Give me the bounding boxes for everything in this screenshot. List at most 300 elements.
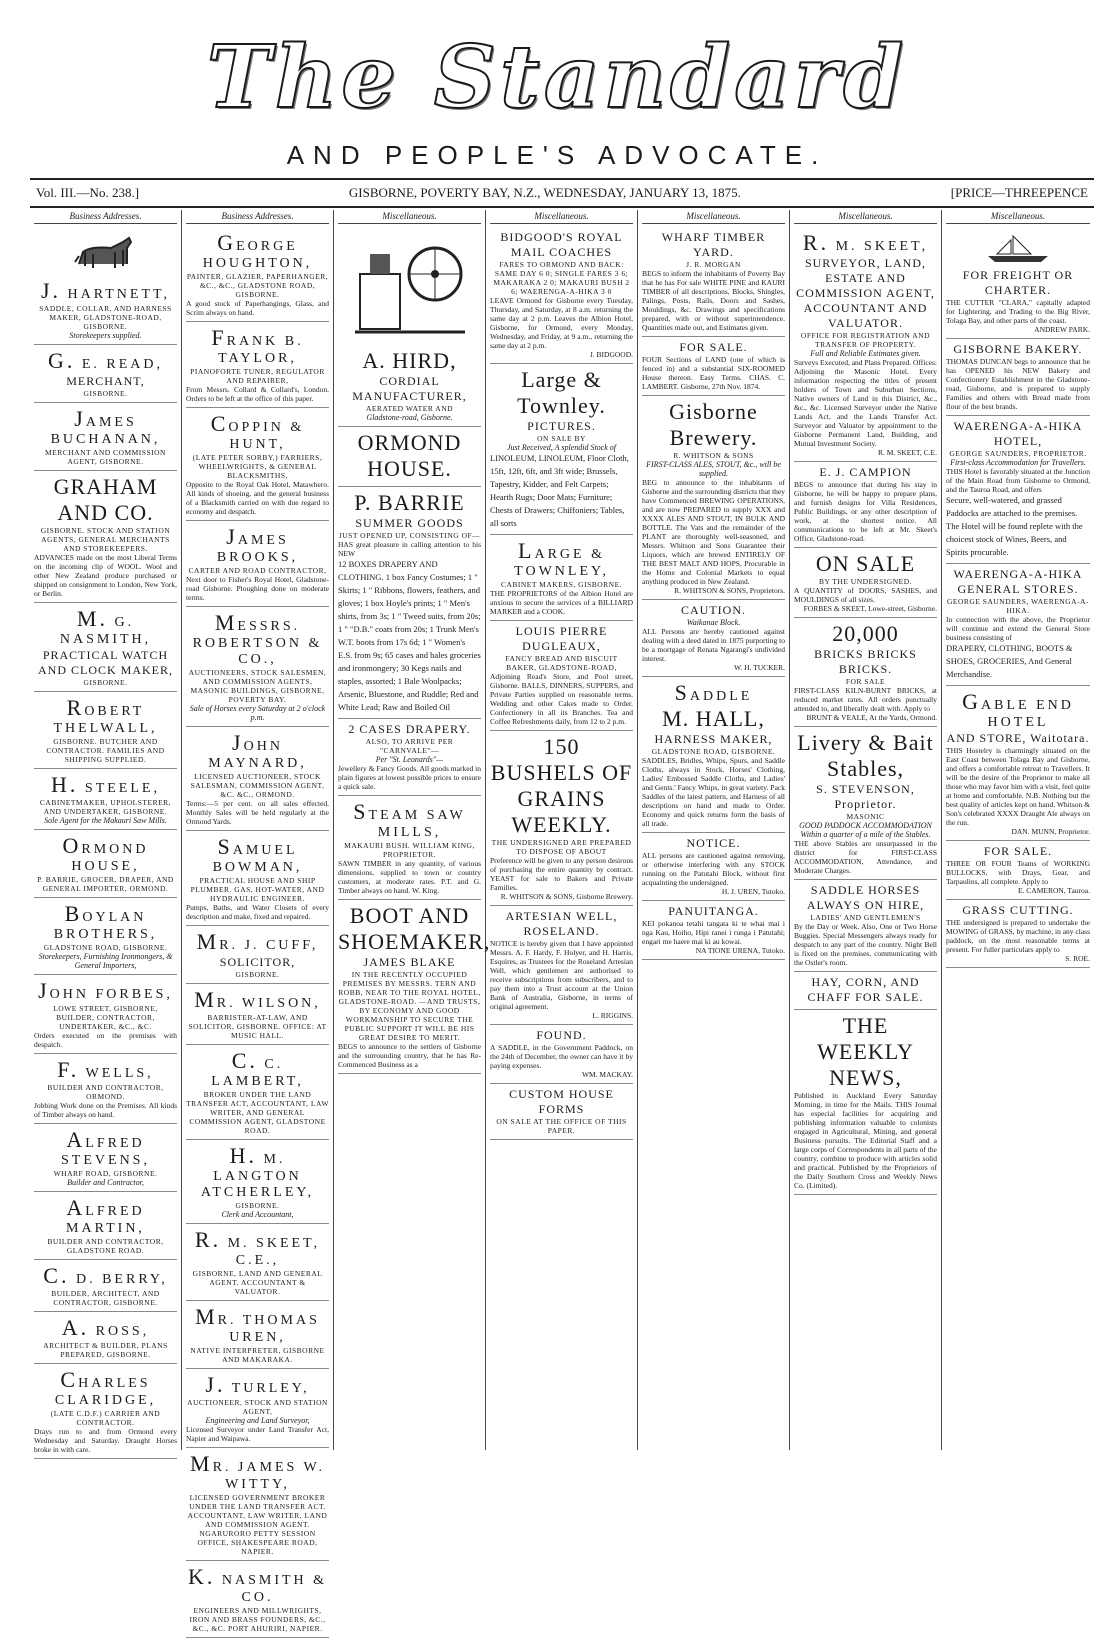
ad-big-text: JOHN FORBES,: [38, 978, 173, 1003]
advertisement: [490, 227, 633, 364]
ad-sm-text: BUILDER AND CONTRACTOR, ORMOND.: [47, 1083, 164, 1101]
column-7: [942, 210, 1094, 1450]
ad-sm-text: AUCTIONEERS, STOCK SALESMEN, AND COMMISSION AGENTS, MASONIC BUILDINGS, GISBORNE, POVERTY BAY.: [188, 668, 327, 704]
ad-sm-text: R. WHITSON & SONS: [673, 451, 754, 460]
ad-mid-text: WHARF TIMBER YARD.: [661, 230, 766, 259]
ad-r-text: R. M. SKEET, C.E.: [877, 448, 937, 457]
ad-mid-text: HAY, CORN, AND CHAFF FOR SALE.: [807, 975, 924, 1004]
advertisement: [34, 830, 177, 898]
ad-big-text: SADDLE: [674, 680, 753, 705]
ad-huge-text: ON SALE: [815, 551, 916, 576]
advertisement: [338, 227, 481, 427]
column-5: [638, 210, 790, 1450]
advertisement: [186, 1301, 329, 1369]
ad-mid-text: BIDGOOD'S ROYAL MAIL COACHES: [500, 230, 623, 259]
ad-it-text: Storekeepers, Furnishing Ironmongers, & General Importers,: [38, 952, 173, 970]
ad-sm-text: GISBORNE.: [235, 1201, 280, 1210]
ad-r-text: FORBES & SKEET, Lowe-street, Gisborne.: [803, 604, 937, 613]
ad-big-text: G. E. READ,: [47, 348, 164, 373]
ad-sm-text: (LATE C.D.F.) CARRIER AND CONTRACTOR.: [50, 1409, 161, 1427]
ad-sm-text: BUILDER AND CONTRACTOR, GLADSTONE ROAD.: [47, 1237, 164, 1255]
ad-body-text: Adjoining Read's Store, and Pool street, Gisborne. BALLS, DINNERS, SUPPERS, and Private Parties supplied on reasonable terms. Wedding and other Cakes made to Order. Confectionery in all its Branches. Tea and Coffee Refreshments daily, from 12 to 2 p.m.: [490, 672, 633, 726]
ad-sm-text: CABINETMAKER, UPHOLSTERER, AND UNDERTAKER, GISBORNE.: [39, 798, 172, 816]
ad-it-text: FIRST-CLASS ALES, STOUT, &c., will be supplied.: [646, 460, 781, 478]
advertisement: [946, 900, 1090, 968]
ad-big-text: SAMUEL BOWMAN,: [212, 834, 303, 875]
ad-sm-text: FARES TO ORMOND AND BACK: SAME DAY 6 0; SINGLE FARES 3 6; MAKARAKA 2 0; MAKAURI BUSH 2 6; WAERENGA-A-HIKA 3 0: [493, 260, 630, 296]
ad-sm-text: BY THE UNDERSIGNED.: [818, 577, 913, 586]
ad-mid-text: PRACTICAL WATCH AND CLOCK MAKER,: [37, 648, 173, 677]
ad-big-text: GEORGE HOUGHTON,: [202, 230, 313, 271]
advertisement: [794, 548, 937, 618]
ad-sm-text: AERATED WATER AND: [365, 404, 454, 413]
advertisement: [34, 471, 177, 603]
advertisement: [642, 677, 785, 833]
ad-sm-text: LOWE STREET, GISBORNE, BUILDER, CONTRACTOR, UNDERTAKER, &C., &C.: [53, 1004, 158, 1031]
ad-body-text: A good stock of Paperhangings, Glass, and Scrim always on hand.: [186, 299, 329, 317]
advertisement: [186, 926, 329, 984]
ad-sm-text: LICENSED GOVERNMENT BROKER UNDER THE LAND TRANSFER ACT. ACCOUNTANT, LAW WRITER, LAND AND COMMISSION AGENT. NGARURORO PETTY SESSION OFFICE, SHAKESPEARE ROAD, NAPIER.: [187, 1493, 328, 1556]
ad-sm-text: MASONIC: [846, 812, 885, 821]
ad-body-text: Terms:—5 per cent. on all sales effected. Monthly Sales will be held regularly at the Ormond Yards.: [186, 799, 329, 826]
ad-mid-text: CUSTOM HOUSE FORMS: [509, 1087, 614, 1116]
ad-big-text: H. M. LANGTON ATCHERLEY,: [200, 1143, 315, 1200]
ad-sm-text: AUCTIONEER, STOCK AND STATION AGENT,: [187, 1398, 328, 1416]
ad-mid-text: PANUITANGA.: [668, 904, 759, 918]
advertisement: [490, 1025, 633, 1084]
advertisement: [794, 880, 937, 972]
ad-big-text: ROBERT THELWALL,: [53, 695, 158, 736]
ad-body-text: Jobbing Work done on the Premises. All kinds of Timber always on hand.: [34, 1101, 177, 1119]
advertisement: [490, 535, 633, 621]
advertisement: [34, 1124, 177, 1192]
ad-it-text: Gladstone-road, Gisborne.: [366, 413, 453, 422]
ad-mid-text: FOR FREIGHT OR CHARTER.: [962, 268, 1074, 297]
advertisement: [642, 227, 785, 337]
ad-sm-text: PRACTICAL HOUSE AND SHIP PLUMBER. GAS, HOT-WATER, AND HYDRAULIC ENGINEER.: [190, 876, 325, 903]
ad-big-text: H. STEELE,: [51, 772, 160, 797]
advertisement: [186, 727, 329, 831]
advertisement: [34, 345, 177, 403]
advertisement: [186, 1561, 329, 1638]
advertisement: [34, 769, 177, 830]
ad-it-text: Storekeepers supplied.: [69, 331, 142, 340]
ad-r-text: H. J. UREN, Tutoko.: [721, 887, 785, 896]
ad-body-text: BEGS to inform the inhabitants of Poverty Bay that he has For sale WHITE PINE and KAURI TIMBER of all descriptions, Blocks, Shingles, Palings, Posts, Rails, Doors and Sashes, Mouldings, &c. Drawings and specifications prepared, with or without superintendence. Quantities made out, and Estimates given.: [642, 269, 785, 332]
ad-body-text: THE PROPRIETORS of the Albion Hotel are anxious to secure the services of a BILLIARD MARKER and a COOK.: [490, 589, 633, 616]
ad-body-text: BEGS to announce that during his stay in Gisborne, he will be happy to prepare plans, and furnish designs for Villa Residences, Public Buildings, or any other description of work, at the shortest notice. All communications to be left at Mr. Skeet's Office, Gladstone-road.: [794, 480, 937, 543]
ad-body-text: HAS great pleasure in calling attention to his NEW: [338, 540, 481, 558]
ad-huge-text: Large & Townley.: [517, 367, 606, 418]
ad-huge-text: Livery & Bait Stables,: [797, 730, 934, 781]
ad-big-text: JAMES BUCHANAN,: [50, 406, 161, 447]
newspaper-subtitle: AND PEOPLE'S ADVOCATE.: [286, 140, 828, 170]
advertisement: [34, 1364, 177, 1459]
ad-body-text: Licensed Surveyor under Land Transfer Act, Napier and Waipawa.: [186, 1425, 329, 1443]
ad-sm-text: BUILDER, ARCHITECT, AND CONTRACTOR, GISBORNE.: [51, 1289, 160, 1307]
ad-lst-text: LINOLEUM, LINOLEUM, Floor Cloth, 15ft, 12ft, 6ft, and 3ft wide; Brussels, Tapestry, Kidder, and Felt Carpets; Hearth Rugs; Door Mats; Furniture; Chests of Drawers; Chiffoniers; Tables, all sorts: [490, 453, 629, 528]
ad-body-text: Orders executed on the premises with despatch.: [34, 1031, 177, 1049]
ad-r-text: S. ROE.: [1065, 954, 1090, 963]
advertisement: [946, 227, 1090, 339]
ad-mid-text: LOUIS PIERRE DUGLEAUX,: [515, 624, 608, 653]
advertisement: [186, 227, 329, 322]
advertisement: [794, 462, 937, 548]
advertisement: [490, 906, 633, 1025]
advertisement: [642, 337, 785, 396]
ad-mid-text: MERCHANT,: [66, 374, 145, 388]
advertisement: [34, 692, 177, 769]
ad-sm-text: PIANOFORTE TUNER, REGULATOR AND REPAIRER,: [190, 367, 325, 385]
advertisement: [338, 796, 481, 900]
ad-big-text: LARGE & TOWNLEY,: [514, 538, 609, 579]
column-6: [790, 210, 942, 1450]
ad-huge-text: GRAHAM AND CO.: [53, 474, 158, 525]
columns: [30, 210, 1100, 1633]
advertisement: [34, 898, 177, 975]
ad-body-text: ALL Persons are hereby cautioned against dealing with a deed dated in 1875 purporting to be a mortgage of Renata Ngarangi's undivided interest.: [642, 627, 785, 663]
ad-it-text: Per "St. Leonards"—: [375, 755, 444, 764]
ad-huge-text: THE WEEKLY NEWS,: [817, 1013, 914, 1090]
ad-sm-text: GISBORNE.: [83, 678, 128, 687]
ad-body-text: Preference will be given to any person desirous of purchasing the entire quantity by contract. YEAST for sale to Bakers and Private Families.: [490, 856, 633, 892]
advertisement: [642, 396, 785, 600]
advertisement: [186, 408, 329, 521]
advertisement: [490, 1084, 633, 1140]
ad-huge-text: ORMOND HOUSE.: [357, 430, 462, 481]
ad-body-text: A SADDLE, in the Government Paddock, on the 24th of December, the owner can have it by paying expenses.: [490, 1043, 633, 1070]
ship-illustration-icon: [983, 234, 1053, 264]
ad-body-text: ADVANCES made on the most Liberal Terms on the incoming clip of WOOL. Wool and other New Zealand produce purchased or shipped on consignment to London, New York, or Berlin.: [34, 553, 177, 598]
ad-sm-text: THE UNDERSIGNED ARE PREPARED TO DISPOSE OF ABOUT: [491, 838, 632, 856]
ad-mid-text: WAERENGA-A-HIKA GENERAL STORES.: [953, 567, 1083, 596]
ad-body-text: SADDLES, Bridles, Whips, Spurs, and Saddle Cloths, always in Stock. Horses' Clothing, Ladies' Embossed Saddle Cloths, and Ladies' and Gents.' Fancy Whips, in great variety. Pack Saddles of the latest pattern, and Harness of all descriptions on hand and made to Order. Economy and quick returns form the basis of all trade.: [642, 756, 785, 828]
ad-big-text: MR. JAMES W. WITTY,: [190, 1451, 325, 1492]
price: [PRICE—THREEPENCE: [950, 185, 1088, 200]
advertisement: [34, 1054, 177, 1124]
ad-mid-text: JAMES BLAKE: [363, 955, 456, 969]
column-heading: Business Addresses.: [34, 210, 177, 224]
ad-big-text: MR. THOMAS UREN,: [195, 1304, 320, 1345]
ad-big-text: ORMOND HOUSE,: [62, 833, 149, 874]
advertisement: [34, 1312, 177, 1364]
ad-body-text: Drays run to and from Ormond every Wednesday and Saturday. Draught Horses broke in with care.: [34, 1427, 177, 1454]
ad-body-text: BEGS to announce to the settlers of Gisborne and the surrounding country, that he has Re-Commenced Business as a: [338, 1042, 481, 1069]
ad-sm-text: P. BARRIE, GROCER, DRAPER, AND GENERAL IMPORTER, ORMOND.: [37, 875, 174, 893]
ad-it-text: Just Received, A splendid Stock of: [506, 443, 616, 452]
ad-big-text: MR. J. CUFF,: [196, 929, 319, 954]
ad-big-text: COPPIN & HUNT,: [210, 411, 305, 452]
volume-number: Vol. III.—No. 238.]: [36, 185, 140, 200]
ad-sm-text: PAINTER, GLAZIER, PAPERHANGER, &C., &C., GLADSTONE ROAD, GISBORNE.: [186, 272, 329, 299]
ad-sm-text: CABINET MAKERS, GISBORNE.: [500, 580, 623, 589]
ad-mid-text: S. STEVENSON, Proprietor.: [816, 782, 915, 811]
ad-mid-text: ARTESIAN WELL, ROSELAND.: [505, 909, 618, 938]
ad-r-text: J. BIDGOOD.: [589, 350, 633, 359]
ad-big-text: BOYLAN BROTHERS,: [53, 901, 158, 942]
ad-body-text: Surveys Executed, and Plans Prepared. Offices: Adjoining the Masonic Hotel. Every information respecting the titles of present holders of Town and Suburban Sections, Native owners of Land in this District, &c., &c., &c. Licensed Surveyor under the Native Lands Act, and the Lands Transfer Act. Surveyor and Valuator by appointment to the Gisborne Permanent Land, Building, and Mutual Investment Society.: [794, 358, 937, 448]
ad-body-text: A QUANTITY of DOORS, SASHES, and MOULDINGS of all sizes.: [794, 586, 937, 604]
ad-mid-text: GRASS CUTTING.: [962, 903, 1074, 917]
ad-sm-text: FANCY BREAD AND BISCUIT BAKER, GLADSTONE-ROAD,: [505, 654, 618, 672]
advertisement: [34, 603, 177, 692]
column-4: [486, 210, 638, 1450]
column-heading: Business Addresses.: [186, 210, 329, 224]
advertisement: [946, 339, 1090, 416]
advertisement: [186, 1448, 329, 1561]
ad-body-text: THE above Stables are unsurpassed in the district for FIRST-CLASS ACCOMMODATION, Attendance, and Moderate Charges.: [794, 839, 937, 875]
ad-big-text: JOHN MAYNARD,: [208, 730, 307, 771]
ad-sm-text: ALSO, TO ARRIVE PER "CARNVALE"—: [365, 737, 454, 755]
advertisement: [338, 427, 481, 487]
ad-big-text: F. WELLS,: [57, 1057, 154, 1082]
ad-big-text: R. M. SKEET, C.E.,: [194, 1227, 321, 1268]
column-heading: Miscellaneous.: [490, 210, 633, 224]
ad-mid-text: SURVEYOR, LAND, ESTATE AND COMMISSION AGENT, ACCOUNTANT AND VALUATOR.: [796, 256, 935, 330]
ad-r-text: E. CAMERON, Tauroa.: [1017, 886, 1090, 895]
ad-mid-text: FOUND.: [536, 1028, 587, 1042]
ad-body-text: Jewellery & Fancy Goods. All goods marked in plain figures at lowest possible prices to ensure a quick sale.: [338, 764, 481, 791]
advertisement: [186, 984, 329, 1045]
advertisement: [186, 322, 329, 408]
advertisement: [338, 487, 481, 719]
ad-body-text: FOUR Sections of LAND (one of which is fenced in) and a substantial SIX-ROOMED House thereon. Easy Terms. CHAS. C. LAMBERT. Gisborne, 27th Nov. 1874.: [642, 355, 785, 391]
ad-body-text: SAWN TIMBER in any quantity, of various dimensions, supplied to town or country customers, at moderate rates. P.T. and G. Timber always on hand. W. King.: [338, 859, 481, 895]
ad-mid-text: E. J. CAMPION: [819, 465, 912, 479]
ad-sm-text: LICENSED AUCTIONEER, STOCK SALESMAN, COMMISSION AGENT, &C. &C., ORMOND.: [190, 772, 325, 799]
ad-lst-text: DRAPERY, CLOTHING, BOOTS & SHOES, GROCERIES, And General Merchandise.: [946, 643, 1073, 679]
newspaper-title: The Standard: [206, 27, 908, 128]
advertisement: [490, 364, 633, 535]
ad-body-text: Published in Auckland Every Saturday Morning, in time for the Mails. THIS Journal has especial facilities for acquiring and publishing information valuable to colonists engaged in Agricultural, Mining, and general Business pursuits. The Editorial Staff and a large corps of Correspondents in all parts of the country, combine to produce with articles solid and practical. Published by the Proprietors of the Daily Southern Cross and Weekly News Co. (Limited).: [794, 1091, 937, 1190]
ad-body-text: Next door to Fisher's Royal Hotel, Gladstone-road Gisborne. Ploughing done on moderate terms.: [186, 575, 329, 602]
ad-huge-text: A. HIRD,: [362, 348, 457, 373]
ad-body-text: LEAVE Ormond for Gisborne every Tuesday, Thursday, and Saturday, at 8 a.m. returning the same day at 2 p.m. Leaves the Albion Hotel, Gisborne, for Ormond, every Monday, Wednesday, and Friday, at 9 a.m., returning the same day at 2 p.m.: [490, 296, 633, 350]
ad-sm-text: NATIVE INTERPRETER, GISBORNE AND MAKARAKA.: [190, 1346, 325, 1364]
advertisement: [34, 1192, 177, 1260]
ad-body-text: THREE OR FOUR Teams of WORKING BULLOCKS, with Drays, Gear, and Tarpaulins, all complete. Apply to: [946, 859, 1090, 886]
ad-it-text: Clerk and Accountant,: [221, 1210, 294, 1219]
ad-sm-text: OFFICE FOR REGISTRATION AND TRANSFER OF PROPERTY.: [800, 331, 931, 349]
advertisement: [186, 831, 329, 926]
advertisement: [186, 1140, 329, 1224]
ad-body-text: THIS Hostelry is charmingly situated on the East Coast between Tolaga Bay and Gisborne, and offers a comfortable retreat to Travellers. It will be the desire of the Proprietor to make all those who may favor him with a visit, feel quite at home and comfortable. N.B. Nothing but the best quality of articles kept on hand. Whitson & Son's celebrated XXXX Draught Ale always on the run.: [946, 746, 1090, 827]
ad-mid-text: CAUTION.: [681, 603, 746, 617]
column-heading: Miscellaneous.: [338, 210, 481, 224]
ad-sm-text: ON SALE AT THE OFFICE OF THIS PAPER.: [496, 1117, 627, 1135]
advertisement: [34, 403, 177, 471]
ad-lst-text: 12 BOXES DRAPERY AND CLOTHING. 1 box Fancy Costumes; 1 " Skirts; 1 " Ribbons, flowers, feathers, and gloves; 1 box Hoyle's prints; 1 " Men's shirts, from 3s; 1 " Tweed suits, from 20s; 1 " "D.B." coats from 20s; 1 Trunk Men's W.T. boots from 17s 6d; 1 " Women's E.S. from 9s; 65 cases and bales groceries and ironmongery; 30 Kegs nails and staples, assorted; 1 Bale Woolpacks; Arsenic, Bluestone, and Ruddle; Red and White Lead; Raw and Boiled Oil: [338, 559, 481, 712]
ad-sm-text: GISBORNE.: [83, 389, 128, 398]
ad-mid-text: SADDLE HORSES ALWAYS ON HIRE,: [806, 883, 925, 912]
ad-mid-text: BRICKS BRICKS BRICKS.: [814, 647, 917, 676]
advertisement: [34, 1260, 177, 1312]
ad-big-text: FRANK B. TAYLOR,: [211, 325, 304, 366]
ad-body-text: From Messrs. Collard & Collard's, London. Orders to be left at the office of this paper.: [186, 385, 329, 403]
ad-big-text: GABLE END HOTEL: [962, 689, 1074, 730]
ad-r-text: R. WHITSON & SONS, Gisborne Brewery.: [500, 892, 633, 901]
ad-body-text: THE CUTTER "CLARA," capitally adapted for Lightering, and Trading to the Big River, Tolaga Bay, and other parts of the coast.: [946, 298, 1090, 325]
ad-sm-text: GISBORNE. BUTCHER AND CONTRACTOR. FAMILIES AND SHIPPING SUPPLIED.: [46, 737, 165, 764]
advertisement: [490, 731, 633, 906]
ad-it-text: Sale of Horses every Saturday at 2 o'clock p.m.: [189, 704, 326, 722]
ad-sm-text: MERCHANT AND COMMISSION AGENT, GISBORNE.: [45, 448, 166, 466]
ad-mid-text: HARNESS MAKER,: [654, 732, 773, 746]
place-date: GISBORNE, POVERTY BAY, N.Z., WEDNESDAY, JANUARY 13, 1875.: [348, 185, 741, 200]
column-3: [334, 210, 491, 1450]
ad-mid-text: CORDIAL MANUFACTURER,: [352, 374, 467, 403]
ad-body-text: KEI pokanoa tetahi tangata ki te whai mai i nga Kau, Hoiho, Hipi ranei i runga i Patutahi; engari me haere mai ki au kowai.: [642, 919, 785, 946]
ad-body-text: By the Day or Week. Also, One or Two Horse Buggies. Special Messengers always ready for despatch to any part of the country. Night Bell is fixed on the premises, communicating with the Ostler's room.: [794, 922, 937, 967]
ad-sm-text: MAKAURI BUSH. WILLIAM KING, PROPRIETOR.: [344, 841, 475, 859]
ad-sm-text: GLADSTONE ROAD, GISBORNE.: [651, 747, 776, 756]
ad-it-text: Waikanae Block.: [686, 618, 741, 627]
column-heading: Miscellaneous.: [794, 210, 937, 224]
ad-mid-text: GISBORNE BAKERY.: [953, 342, 1083, 356]
ad-r-text: NA TIONE URENA, Tutoko.: [695, 946, 785, 955]
ad-sm-text: (LATE PETER SORBY,) FARRIERS, WHEELWRIGHTS, & GENERAL BLACKSMITHS,: [192, 453, 323, 480]
dateline: [30, 178, 1094, 208]
ad-body-text: Pumps, Baths, and Water Closets of every description and make, fixed and repaired.: [186, 903, 329, 921]
advertisement: [794, 1010, 937, 1195]
horse-illustration-icon: [71, 234, 141, 274]
ad-mid-text: SUMMER GOODS: [355, 516, 464, 530]
ad-it-text: Full and Reliable Estimates given.: [810, 349, 921, 358]
ad-body-text: In connection with the above, the Proprietor will continue and extend the General Store business consisting of: [946, 615, 1090, 642]
ad-huge-text: 150 BUSHELS OF GRAINS WEEKLY.: [490, 734, 633, 837]
ad-mid-text: FOR SALE.: [679, 340, 748, 354]
machinery-illustration-icon: [350, 234, 470, 344]
ad-big-text: J. TURLEY,: [205, 1372, 310, 1397]
ad-it-text: Engineering and Land Surveyor,: [205, 1416, 310, 1425]
ad-big-text: JAMES BROOKS,: [216, 524, 299, 565]
ad-sm-text: GISBORNE, LAND AND GENERAL AGENT. ACCOUNTANT & VALUATOR.: [192, 1269, 323, 1296]
advertisement: [946, 841, 1090, 900]
advertisement: [946, 416, 1090, 564]
ad-sm-text: ON SALE BY: [537, 434, 586, 443]
ad-it-text: Builder and Contractor,: [67, 1178, 144, 1187]
advertisement: [642, 833, 785, 901]
ad-body-text: THE undersigned is prepared to undertake the MOWING of GRASS, by machine, in any class paddock, on the most reasonable terms at present. For fuller particulars apply to: [946, 918, 1090, 954]
ad-mid-text: NOTICE.: [686, 836, 741, 850]
ad-body-text: Opposite to the Royal Oak Hotel, Matawhero. All kinds of shoeing, and the general business of a Blacksmith carried on with due regard to economy and despatch.: [186, 480, 329, 516]
ad-sm-text: JUST OPENED UP, CONSISTING OF—: [338, 531, 481, 540]
ad-mid-text: PICTURES.: [527, 419, 596, 433]
ad-r-text: DAN. MUNN, Proprietor.: [1011, 827, 1090, 836]
ad-sm-text: J. R. MORGAN: [686, 260, 741, 269]
advertisement: [946, 686, 1090, 841]
advertisement: [186, 521, 329, 607]
ad-big-text: M. G. NASMITH,: [59, 606, 152, 647]
ad-it-text: First-class Accommodation for Travellers.: [950, 458, 1086, 467]
ad-big-text: R. M. SKEET,: [802, 230, 929, 255]
ad-sm-text: GEORGE SAUNDERS, PROPRIETOR.: [949, 449, 1087, 458]
column-heading: Miscellaneous.: [946, 210, 1090, 224]
advertisement: [186, 1224, 329, 1301]
ad-body-text: ALL persons are cautioned against removing, or otherwise interfering with any STOCK running on the Patutahi Block, without first acquainting the undersigned.: [642, 851, 785, 887]
advertisement: [186, 607, 329, 727]
ad-body-text: NOTICE is hereby given that I have appointed Messrs. A. F. Hardy, F. Holyer, and H. Harris, Esquires, as Trustees for the Roseland Artesian Well, which gentlemen are authorised to receive subscriptions from subscribers, and to pay them into a Trust account at the Union Bank of Australia, Gisborne, in terms of original agreement.: [490, 939, 633, 1011]
ad-big-text: ALFRED STEVENS,: [61, 1127, 150, 1168]
ad-r-text: BRUNT & VEALE, At the Yards, Ormond.: [806, 713, 937, 722]
ad-sm-text: SADDLE, COLLAR, AND HARNESS MAKER, GLADSTONE-ROAD, GISBORNE.: [39, 304, 172, 331]
ad-big-text: C. D. BERRY,: [43, 1263, 168, 1288]
ad-sm-text: WHARF ROAD, GISBORNE.: [53, 1169, 158, 1178]
ad-huge-text: Gisborne Brewery.: [669, 399, 758, 450]
ad-big-text: ALFRED MARTIN,: [66, 1195, 145, 1236]
ad-sm-text: GLADSTONE ROAD, GISBORNE.: [43, 943, 168, 952]
ad-body-text: THIS Hotel is favorably situated at the Junction of the Main Road from Gisborne to Ormond, and the Tauroa Road, and offers: [946, 467, 1090, 494]
column-1: [30, 210, 182, 1454]
advertisement: [642, 901, 785, 960]
ad-lst-text: Secure, well-watered, and grassed Paddocks are attached to the premises. The Hotel will be found replete with the choicest stock of Wines, Beers, and Spirits procurable.: [946, 495, 1083, 557]
advertisement: [338, 900, 491, 1074]
ad-big-text: CHARLES CLARIDGE,: [54, 1367, 157, 1408]
ad-sm-text: ARCHITECT & BUILDER, PLANS PREPARED, GISBORNE.: [43, 1341, 168, 1359]
ad-sm-text: GEORGE SAUNDERS, WAERENGA-A-HIKA.: [947, 597, 1089, 615]
advertisement: [490, 621, 633, 731]
advertisement: [794, 727, 937, 880]
advertisement: [338, 719, 481, 796]
ad-r-text: ANDREW PARK.: [1034, 325, 1090, 334]
ad-mid-text: 2 CASES DRAPERY.: [348, 722, 471, 736]
advertisement: [34, 227, 177, 345]
ad-r-text: W. H. TUCKER.: [733, 663, 785, 672]
ad-huge-text: M. HALL,: [662, 706, 765, 731]
ad-body-text: FIRST-CLASS KILN-BURNT BRICKS, at reduced market rates. All orders punctually attended to, and liberally dealt with. Apply to: [794, 686, 937, 713]
ad-sm-text: GISBORNE. STOCK AND STATION AGENTS, GENERAL MERCHANTS AND STOREKEEPERS.: [40, 526, 171, 553]
ad-it-text: GOOD PADDOCK ACCOMMODATION Within a quarter of a mile of the Stables.: [799, 821, 932, 839]
ad-sm-text: IN THE RECENTLY OCCUPIED PREMISES BY MESSRS. TERN AND ROBB, NEAR TO THE ROYAL HOTEL, GLADSTONE-ROAD. —AND TRUSTS, BY ECONOMY AND GOOD WORKMANSHIP TO SECURE THE PUBLIC SUPPORT IT WILL BE HIS GREAT DESIRE TO MERIT.: [338, 970, 481, 1042]
ad-mid-text: FOR SALE.: [983, 844, 1053, 858]
ad-huge-text: P. BARRIE: [354, 490, 465, 515]
column-heading: Miscellaneous.: [642, 210, 785, 224]
ad-big-text: A. ROSS,: [61, 1315, 150, 1340]
ad-huge-text: BOOT AND SHOEMAKER,: [338, 903, 491, 954]
ad-huge-text: 20,000: [832, 621, 899, 646]
ad-mid-text: SOLICITOR,: [219, 955, 296, 969]
advertisement: [186, 1369, 329, 1448]
ad-sm-text: LADIES' AND GENTLEMEN'S: [810, 913, 921, 922]
ad-sm-text: GISBORNE.: [235, 970, 280, 979]
advertisement: [642, 600, 785, 677]
ad-mid-text: AND STORE, Waitotara.: [946, 731, 1090, 745]
ad-big-text: C. C. LAMBERT,: [211, 1048, 304, 1089]
ad-body-text: THOMAS DUNCAN begs to announce that he has OPENED his NEW Bakery and Confectionery Establishment in the Gladstone-road, Gisborne, and is prepared to supply Families and others with Bread made from flour of the best brands.: [946, 357, 1090, 411]
ad-big-text: STEAM SAW MILLS,: [353, 799, 466, 840]
ad-big-text: MR. WILSON,: [194, 987, 321, 1012]
ad-sm-text: BARRISTER-AT-LAW, AND SOLICITOR, GISBORNE. OFFICE: AT MUSIC HALL.: [188, 1013, 327, 1040]
advertisement: [794, 618, 937, 727]
ad-r-text: L. RIGGINS.: [592, 1011, 633, 1020]
ad-sm-text: ENGINEERS AND MILLWRIGHTS, IRON AND BRASS FOUNDERS, &C., &C., &C. PORT AHURIRI, NAPIER.: [189, 1606, 326, 1633]
advertisement: [946, 564, 1090, 686]
ad-it-text: Sole Agent for the Makauri Saw Mills.: [44, 816, 167, 825]
masthead: [0, 28, 1114, 148]
ad-big-text: J. HARTNETT,: [40, 278, 171, 303]
ad-big-text: K. NASMITH & CO.: [187, 1564, 328, 1605]
advertisement: [794, 972, 937, 1010]
advertisement: [794, 227, 937, 462]
ad-sm-text: BROKER UNDER THE LAND TRANSFER ACT, ACCOUNTANT, LAW WRITER, AND GENERAL COMMISSION AGENT, GLADSTONE ROAD.: [186, 1090, 329, 1135]
ad-sm-text: CARTER AND ROAD CONTRACTOR,: [188, 566, 327, 575]
advertisement: [34, 975, 177, 1054]
ad-body-text: BEG to announce to the inhabitants of Gisborne and the surrounding districts that they have Commenced BREWING OPERATIONS, and are now PREPARED to supply XXX and XXXX ALES AND STOUT, IN BULK AND BOTTLE. The Vats and the remainder of the PLANT are thoroughly well-seasoned, and Messrs. Whitson and Sons Guarantee their Liquors, which are brewed ENTIRELY OF THE BEST MALT AND HOPS, Procurable in the Home and Colonial Markets to equal anything produced in New Zealand.: [642, 478, 785, 586]
advertisement: [186, 1045, 329, 1140]
ad-mid-text: WAERENGA-A-HIKA HOTEL,: [953, 419, 1083, 448]
column-2: [182, 210, 334, 1633]
ad-r-text: WM. MACKAY.: [581, 1070, 633, 1079]
